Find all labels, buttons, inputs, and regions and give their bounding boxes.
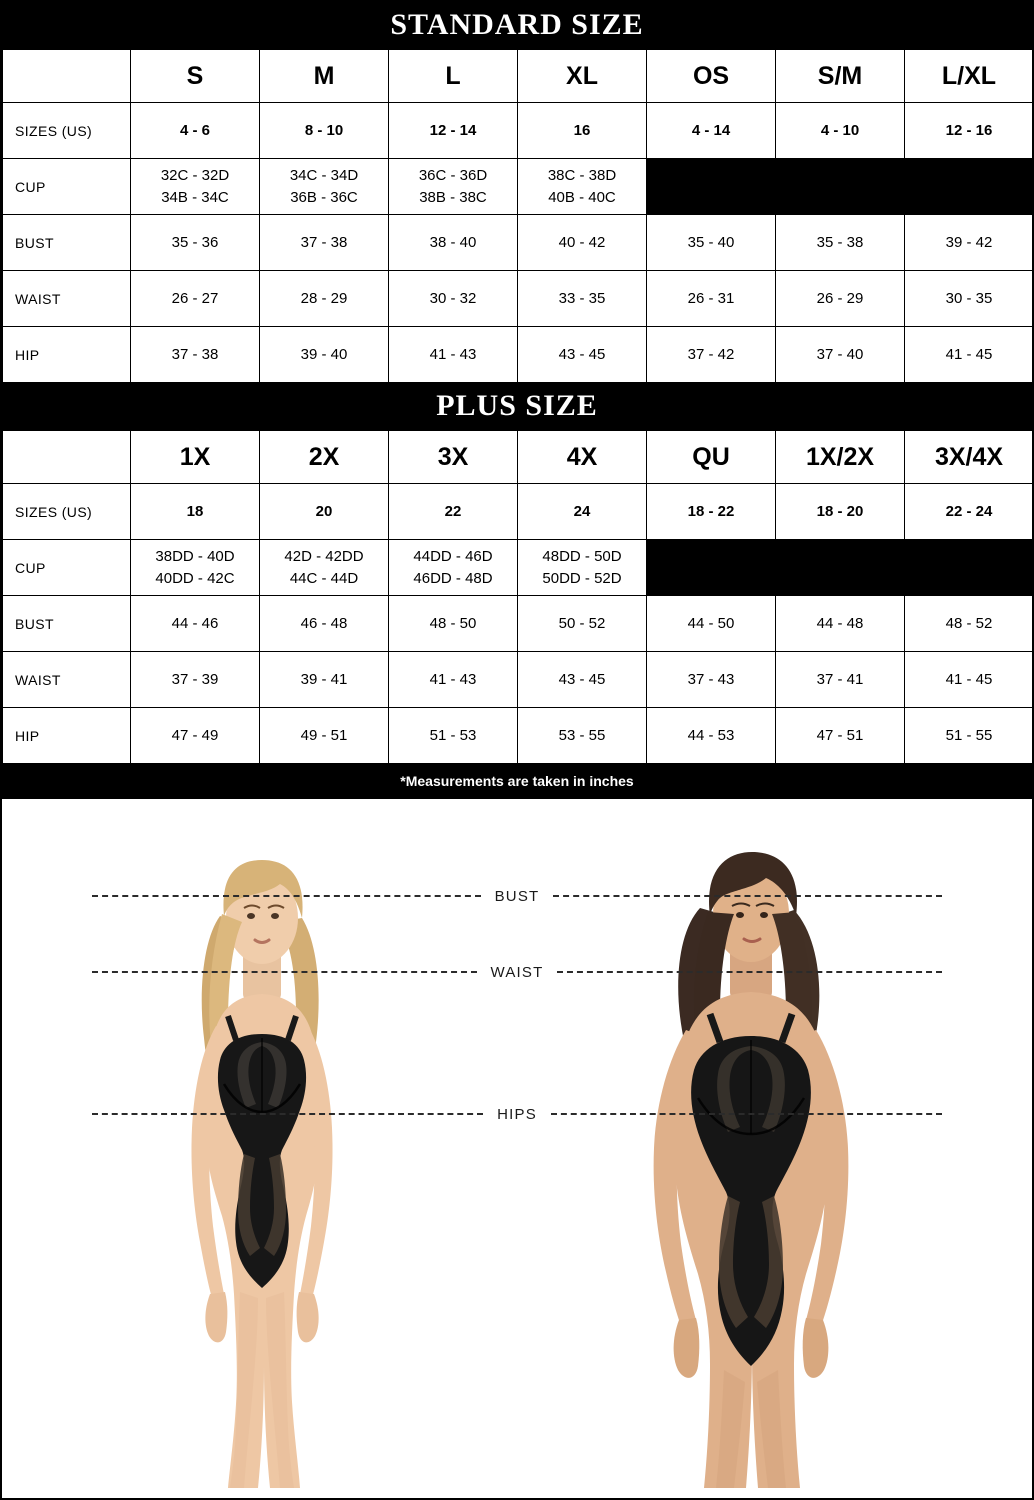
cup-line-2: 38B - 38C <box>419 188 487 206</box>
plus-cell: 48 - 52 <box>905 596 1034 652</box>
plus-cell: 43 - 45 <box>518 652 647 708</box>
plus-cell: 41 - 43 <box>389 652 518 708</box>
standard-row-label: WAIST <box>3 271 131 327</box>
standard-cell: 37 - 38 <box>131 327 260 383</box>
standard-cell: 39 - 42 <box>905 215 1034 271</box>
plus-row-label: CUP <box>3 540 131 596</box>
plus-cell: 50 - 52 <box>518 596 647 652</box>
standard-cell <box>131 159 260 215</box>
cup-line-1: 38DD - 40D <box>155 547 235 565</box>
plus-cell: 39 - 41 <box>260 652 389 708</box>
standard-row <box>3 271 1034 327</box>
bust-dash-left <box>92 895 481 897</box>
standard-row-label: CUP <box>3 159 131 215</box>
plus-cell: 41 - 45 <box>905 652 1034 708</box>
plus-cell: 22 - 24 <box>905 484 1034 540</box>
cup-line-1: 48DD - 50D <box>542 547 622 565</box>
plus-cell: 44 - 50 <box>647 596 776 652</box>
standard-row-label: BUST <box>3 215 131 271</box>
standard-size-header: S <box>131 50 260 103</box>
plus-cell: 53 - 55 <box>518 708 647 764</box>
standard-cell <box>389 159 518 215</box>
hips-dash-right <box>551 1113 942 1115</box>
standard-cell: 26 - 27 <box>131 271 260 327</box>
cup-line-2: 50DD - 52D <box>542 569 622 587</box>
cup-line-2: 40B - 40C <box>548 188 616 206</box>
plus-cell <box>647 540 776 596</box>
plus-cell <box>518 540 647 596</box>
plus-size-title: PLUS SIZE <box>2 383 1032 430</box>
plus-size-header: 2X <box>260 431 389 484</box>
plus-size-table <box>2 430 1034 764</box>
plus-cell: 18 - 20 <box>776 484 905 540</box>
plus-cell <box>905 540 1034 596</box>
plus-row-label: HIP <box>3 708 131 764</box>
standard-cell: 37 - 38 <box>260 215 389 271</box>
standard-cell: 26 - 31 <box>647 271 776 327</box>
cup-line-2: 36B - 36C <box>290 188 358 206</box>
standard-size-header: M <box>260 50 389 103</box>
standard-cell <box>518 159 647 215</box>
bust-dash-right <box>553 895 942 897</box>
plus-cell: 37 - 39 <box>131 652 260 708</box>
plus-cell: 22 <box>389 484 518 540</box>
standard-size-table <box>2 49 1034 383</box>
standard-cell: 39 - 40 <box>260 327 389 383</box>
standard-cell: 43 - 45 <box>518 327 647 383</box>
plus-row <box>3 708 1034 764</box>
plus-cell <box>260 540 389 596</box>
plus-size-header: 1X <box>131 431 260 484</box>
plus-row <box>3 540 1034 596</box>
plus-cell: 18 - 22 <box>647 484 776 540</box>
standard-cell: 33 - 35 <box>518 271 647 327</box>
cup-line-2: 46DD - 48D <box>413 569 493 587</box>
standard-size-header: L <box>389 50 518 103</box>
standard-row <box>3 159 1034 215</box>
cup-line-1: 44DD - 46D <box>413 547 493 565</box>
plus-corner-cell <box>3 431 131 484</box>
waist-label: WAIST <box>490 963 544 981</box>
cup-line-1: 42D - 42DD <box>284 547 364 565</box>
standard-size-header: S/M <box>776 50 905 103</box>
plus-cell: 44 - 46 <box>131 596 260 652</box>
standard-row-label: SIZES (US) <box>3 103 131 159</box>
plus-cell: 47 - 49 <box>131 708 260 764</box>
standard-cell <box>776 159 905 215</box>
plus-size-header: 3X <box>389 431 518 484</box>
cup-line-1: 38C - 38D <box>547 166 617 184</box>
plus-cell: 47 - 51 <box>776 708 905 764</box>
standard-size-header: OS <box>647 50 776 103</box>
standard-cell: 30 - 32 <box>389 271 518 327</box>
plus-cell: 44 - 53 <box>647 708 776 764</box>
standard-row-label: HIP <box>3 327 131 383</box>
standard-cell <box>647 159 776 215</box>
bust-label: BUST <box>494 887 540 905</box>
model-illustration-area <box>2 799 1032 1498</box>
standard-cell: 35 - 36 <box>131 215 260 271</box>
standard-cell: 8 - 10 <box>260 103 389 159</box>
cup-line-1: 36C - 36D <box>418 166 488 184</box>
standard-cell: 4 - 14 <box>647 103 776 159</box>
plus-cell <box>389 540 518 596</box>
plus-row <box>3 484 1034 540</box>
standard-corner-cell <box>3 50 131 103</box>
plus-row <box>3 652 1034 708</box>
cup-line-1: 34C - 34D <box>289 166 359 184</box>
standard-cell: 12 - 16 <box>905 103 1034 159</box>
hips-dash-left <box>92 1113 483 1115</box>
plus-cell: 37 - 41 <box>776 652 905 708</box>
standard-cell: 37 - 40 <box>776 327 905 383</box>
plus-header-row <box>3 431 1034 484</box>
cup-line-1: 32C - 32D <box>160 166 230 184</box>
plus-size-header: 1X/2X <box>776 431 905 484</box>
hips-label: HIPS <box>497 1105 537 1123</box>
standard-row <box>3 103 1034 159</box>
waist-dash-right <box>557 971 942 973</box>
plus-cell: 37 - 43 <box>647 652 776 708</box>
measurement-footnote: *Measurements are taken in inches <box>2 764 1032 799</box>
bust-measure-line <box>2 887 1032 905</box>
plus-cell: 20 <box>260 484 389 540</box>
standard-cell: 35 - 38 <box>776 215 905 271</box>
standard-cell: 40 - 42 <box>518 215 647 271</box>
plus-row-label: WAIST <box>3 652 131 708</box>
plus-cell: 18 <box>131 484 260 540</box>
plus-row-label: SIZES (US) <box>3 484 131 540</box>
standard-cell: 38 - 40 <box>389 215 518 271</box>
hips-measure-line <box>2 1105 1032 1123</box>
standard-cell: 30 - 35 <box>905 271 1034 327</box>
plus-size-header: QU <box>647 431 776 484</box>
standard-cell: 4 - 10 <box>776 103 905 159</box>
standard-row <box>3 327 1034 383</box>
waist-measure-line <box>2 963 1032 981</box>
standard-cell: 35 - 40 <box>647 215 776 271</box>
standard-size-header: L/XL <box>905 50 1034 103</box>
plus-cell: 51 - 55 <box>905 708 1034 764</box>
standard-size-title: STANDARD SIZE <box>2 2 1032 49</box>
plus-row <box>3 596 1034 652</box>
cup-line-2: 40DD - 42C <box>155 569 235 587</box>
standard-size-header: XL <box>518 50 647 103</box>
plus-cell <box>131 540 260 596</box>
standard-cell: 16 <box>518 103 647 159</box>
standard-cell: 28 - 29 <box>260 271 389 327</box>
standard-header-row <box>3 50 1034 103</box>
standard-cell: 12 - 14 <box>389 103 518 159</box>
standard-cell <box>905 159 1034 215</box>
plus-size-header: 4X <box>518 431 647 484</box>
plus-cell: 49 - 51 <box>260 708 389 764</box>
standard-row <box>3 215 1034 271</box>
waist-dash-left <box>92 971 477 973</box>
cup-line-2: 34B - 34C <box>161 188 229 206</box>
plus-size-header: 3X/4X <box>905 431 1034 484</box>
plus-cell: 24 <box>518 484 647 540</box>
standard-cell: 37 - 42 <box>647 327 776 383</box>
standard-cell: 26 - 29 <box>776 271 905 327</box>
standard-cell: 41 - 43 <box>389 327 518 383</box>
plus-cell <box>776 540 905 596</box>
plus-cell: 51 - 53 <box>389 708 518 764</box>
plus-cell: 48 - 50 <box>389 596 518 652</box>
standard-cell: 4 - 6 <box>131 103 260 159</box>
plus-row-label: BUST <box>3 596 131 652</box>
standard-cell: 41 - 45 <box>905 327 1034 383</box>
plus-cell: 44 - 48 <box>776 596 905 652</box>
plus-cell: 46 - 48 <box>260 596 389 652</box>
cup-line-2: 44C - 44D <box>289 569 359 587</box>
standard-cell <box>260 159 389 215</box>
